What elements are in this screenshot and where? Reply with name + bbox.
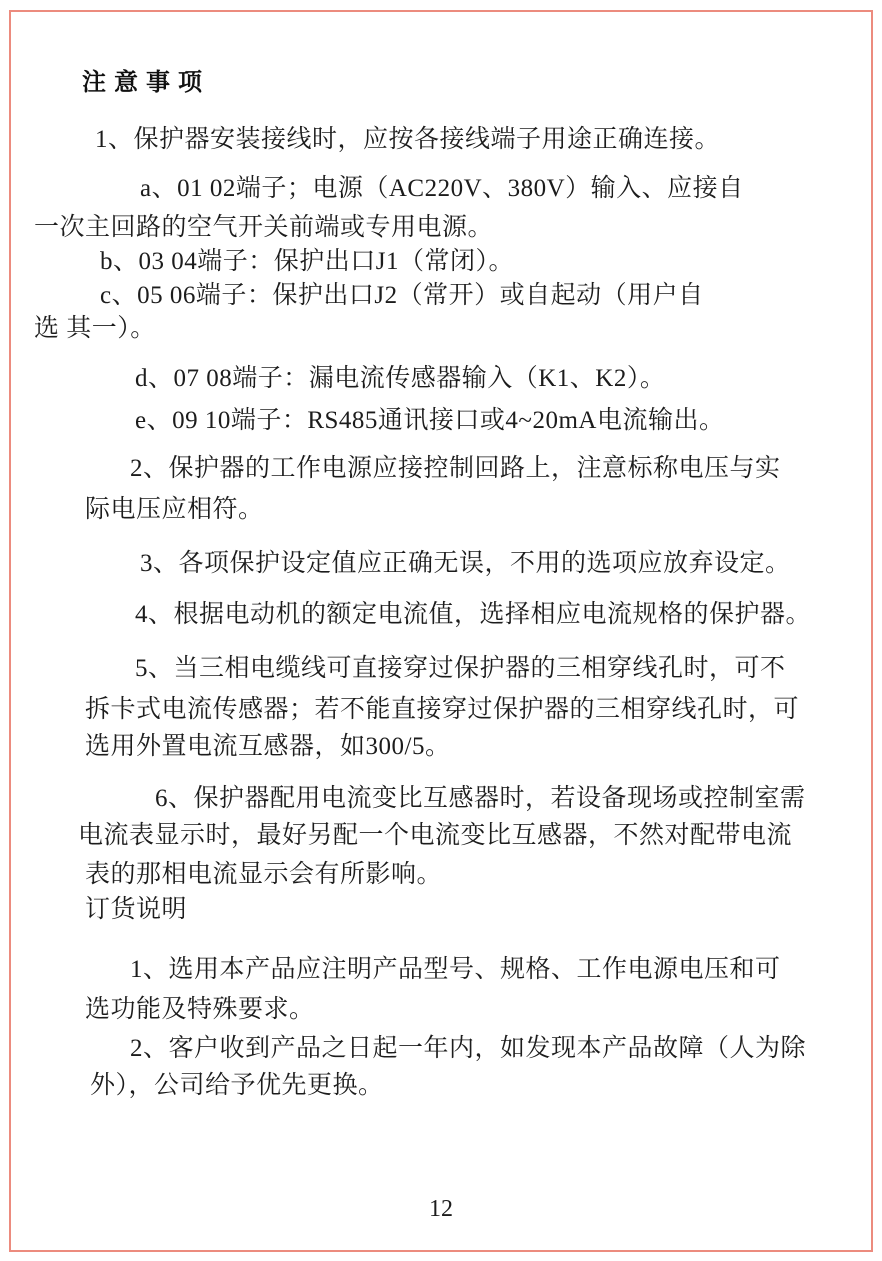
text-line: 2、客户收到产品之日起一年内，如发现本产品故障（人为除: [130, 1035, 807, 1062]
text-line: 外），公司给予优先更换。: [90, 1072, 384, 1099]
text-line: b、03 04端子：保护出口J1（常闭）。: [100, 248, 514, 275]
page-number: 12: [429, 1196, 453, 1222]
order-section-heading: 订货说明: [85, 896, 188, 923]
text-line: 选功能及特殊要求。: [85, 996, 315, 1023]
text-line: 表的那相电流显示会有所影响。: [85, 861, 443, 888]
text-line: 一次主回路的空气开关前端或专用电源。: [34, 214, 494, 241]
notice-section-heading: 注意事项: [82, 70, 210, 96]
text-line: 电流表显示时，最好另配一个电流变比互感器，不然对配带电流: [78, 822, 793, 849]
text-line: d、07 08端子：漏电流传感器输入（K1、K2）。: [135, 365, 666, 392]
text-line: 5、当三相电缆线可直接穿过保护器的三相穿线孔时，可不: [135, 655, 786, 682]
text-line: 选 其一）。: [34, 315, 156, 342]
text-line: 2、保护器的工作电源应接控制回路上，注意标称电压与实: [130, 455, 781, 482]
text-line: 际电压应相符。: [85, 496, 264, 523]
text-line: 1、选用本产品应注明产品型号、规格、工作电源电压和可: [130, 956, 781, 983]
text-line: a、01 02端子；电源（AC220V、380V）输入、应接自: [140, 175, 744, 202]
text-line: 1、保护器安装接线时，应按各接线端子用途正确连接。: [95, 126, 721, 153]
text-line: 选用外置电流互感器，如300/5。: [85, 733, 451, 760]
text-line: 3、各项保护设定值应正确无误，不用的选项应放弃设定。: [140, 550, 791, 577]
text-line: 4、根据电动机的额定电流值，选择相应电流规格的保护器。: [135, 601, 812, 628]
text-line: c、05 06端子：保护出口J2（常开）或自起动（用户自: [100, 282, 704, 309]
text-line: e、09 10端子：RS485通讯接口或4~20mA电流输出。: [135, 407, 725, 434]
text-line: 拆卡式电流传感器；若不能直接穿过保护器的三相穿线孔时，可: [85, 696, 800, 723]
text-line: 6、保护器配用电流变比互感器时，若设备现场或控制室需: [155, 785, 806, 812]
